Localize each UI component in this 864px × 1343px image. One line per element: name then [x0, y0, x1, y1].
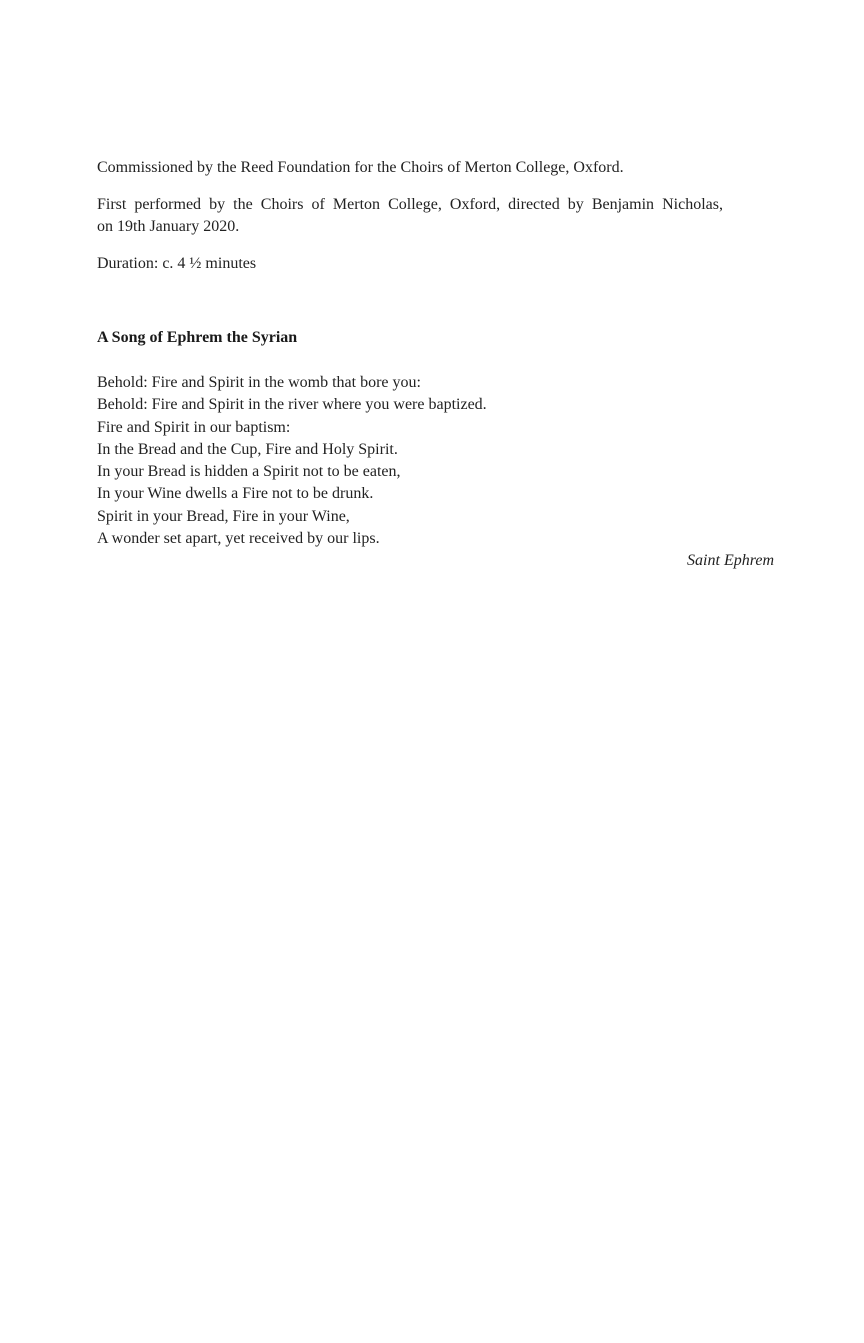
poem-line: In the Bread and the Cup, Fire and Holy Spirit.	[97, 440, 398, 458]
poem-text	[97, 372, 487, 550]
poem-line: In your Wine dwells a Fire not to be drunk.	[97, 485, 374, 503]
poem-line: A wonder set apart, yet received by our lips.	[97, 530, 380, 548]
premiere-note	[97, 194, 723, 238]
duration-note: Duration: c. 4 ½ minutes	[97, 255, 257, 272]
text-title: A Song of Ephrem the Syrian	[97, 329, 298, 346]
poem-line: Behold: Fire and Spirit in the river where you were baptized.	[97, 396, 487, 414]
poem-line: Behold: Fire and Spirit in the womb that bore you:	[97, 374, 421, 391]
poem-line: In your Bread is hidden a Spirit not to be eaten,	[97, 463, 401, 481]
poem-line: Fire and Spirit in our baptism:	[97, 418, 291, 436]
premiere-note-line-1: First performed by the Choirs of Merton College, Oxford, directed by Benjamin Nicholas,	[97, 196, 723, 213]
commission-note: Commissioned by the Reed Foundation for the Choirs of Merton College, Oxford.	[97, 159, 624, 176]
premiere-note-line-2: on 19th January 2020.	[97, 218, 240, 235]
poem-attribution: Saint Ephrem	[687, 552, 774, 569]
poem-line: Spirit in your Bread, Fire in your Wine,	[97, 507, 350, 525]
